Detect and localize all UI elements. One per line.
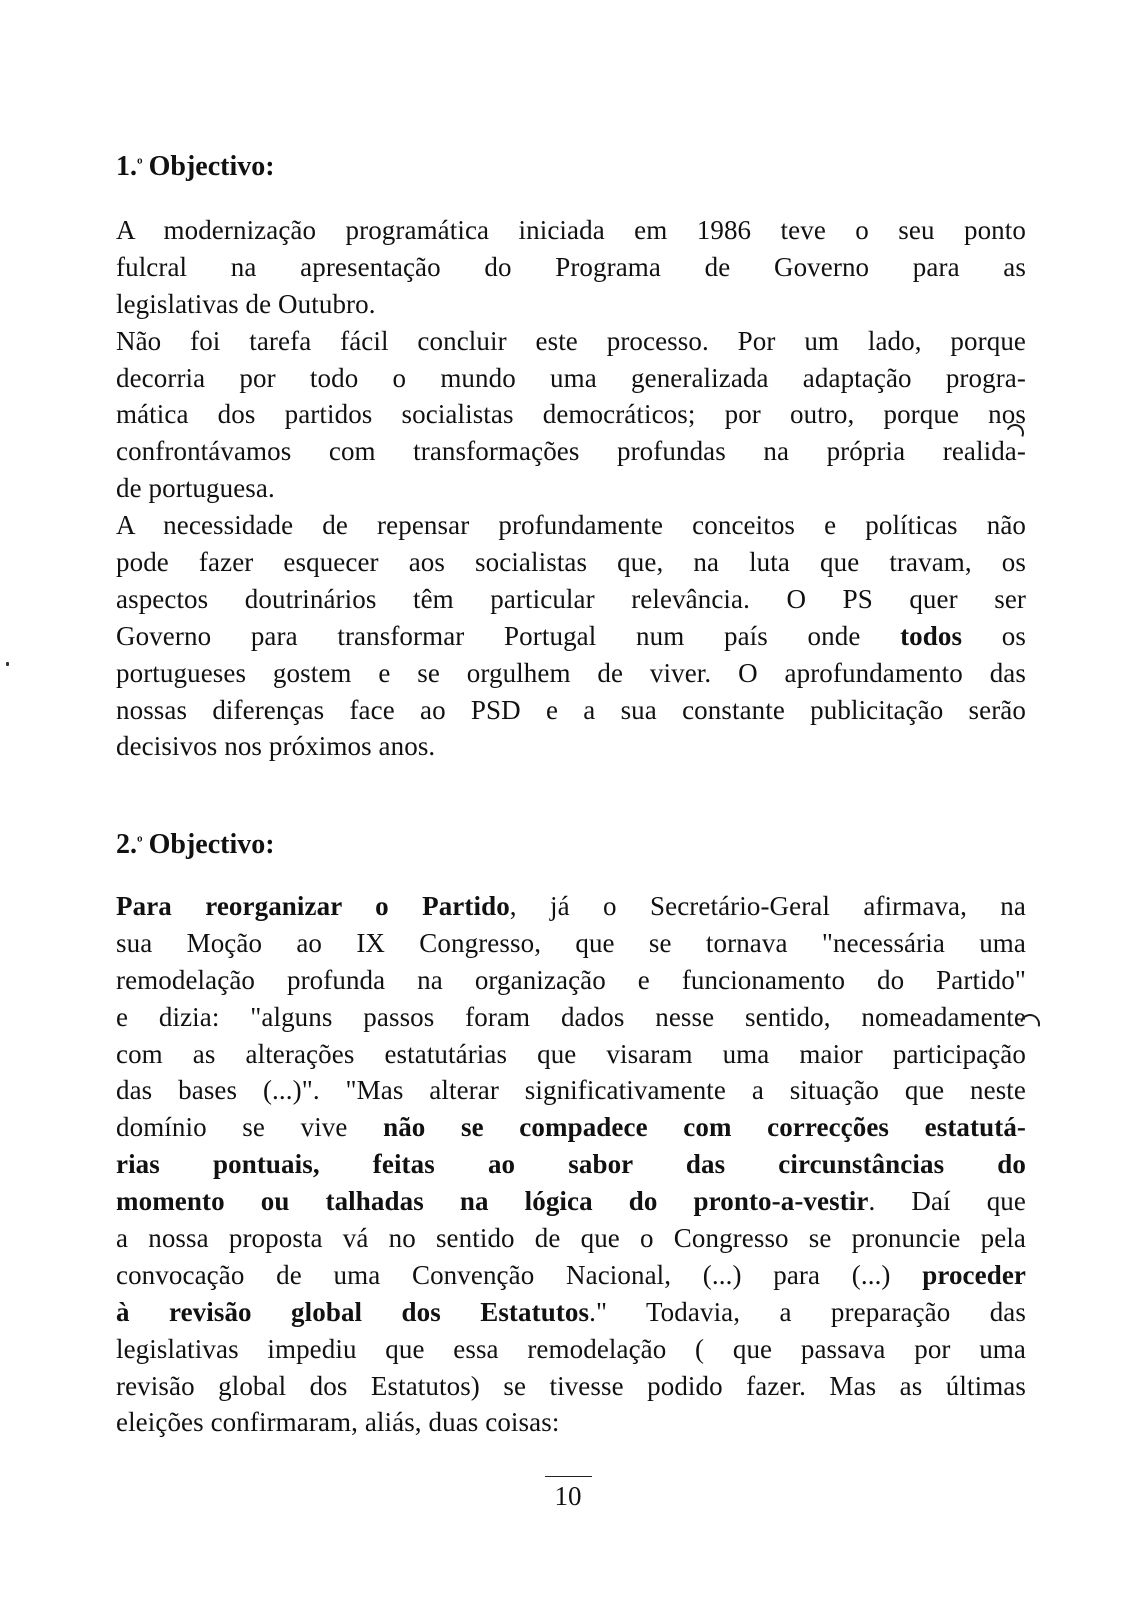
body-line: fulcral na apresentação do Programa de Governo para as [116, 251, 1026, 282]
body-line: aspectos doutrinários têm particular relevância. O PS quer ser [116, 583, 1026, 614]
scan-speck-icon [6, 662, 9, 666]
body-line: sua Moção ao IX Congresso, que se tornava "necessária uma [116, 927, 1026, 958]
body-line: e dizia: "alguns passos foram dados nesse sentido, nomeadamente [116, 1001, 1026, 1032]
emphasis-text: Para reorganizar o Partido [116, 891, 510, 921]
body-text: ." Todavia, a preparação das [589, 1296, 1026, 1327]
body-line: revisão global dos Estatutos) se tivesse podido fazer. Mas as últimas [116, 1370, 1026, 1401]
body-text: domínio se vive [116, 1112, 348, 1143]
body-text: . Daí que [868, 1186, 1026, 1217]
page-number [0, 1476, 1136, 1511]
body-line: decorria por todo o mundo uma generalizada adaptação progra- [116, 362, 1026, 393]
body-line [116, 618, 1026, 655]
body-line: das bases (...)". "Mas alterar significativamente a situação que neste [116, 1075, 1026, 1106]
emphasis-text: momento ou talhadas na lógica do pronto-a-vestir [116, 1186, 869, 1217]
emphasis-text: todos [900, 620, 963, 651]
section-2-heading-title: Objectivo: [148, 829, 275, 860]
body-line: Não foi tarefa fácil concluir este processo. Por um lado, porque [116, 325, 1026, 356]
body-line: com as alterações estatutárias que visaram uma maior participação [116, 1038, 1026, 1069]
body-line: remodelação profunda na organização e funcionamento do Partido" [116, 964, 1026, 995]
body-line [116, 1146, 1026, 1183]
section-1-heading-title: Objectivo: [148, 151, 275, 182]
body-text: Governo para transformar Portugal num país onde [116, 620, 861, 651]
emphasis-text: à revisão global dos Estatutos [116, 1296, 590, 1327]
body-line: nossas diferenças face ao PSD e a sua constante publicitação serão [116, 694, 1026, 725]
body-line: A necessidade de repensar profundamente conceitos e políticas não [116, 510, 1026, 541]
body-line [116, 1183, 1026, 1220]
body-line: mática dos partidos socialistas democráticos; por outro, porque nos [116, 399, 1026, 430]
body-line: de portuguesa. [116, 473, 275, 504]
body-line: eleições confirmaram, aliás, duas coisas: [116, 1407, 560, 1438]
section-2-heading [116, 828, 275, 862]
emphasis-text: proceder [922, 1259, 1026, 1290]
section-2-body [116, 888, 1026, 1441]
section-1-heading-number: 1. [116, 151, 137, 182]
body-line [116, 1109, 1026, 1146]
body-text: os [1001, 620, 1026, 651]
section-2-heading-ordinal: º [137, 833, 143, 852]
page-number-text: 10 [545, 1476, 592, 1511]
body-line [116, 1294, 1026, 1331]
body-line: decisivos nos próximos anos. [116, 731, 436, 762]
body-text: , já o Secretário-Geral afirmava, na [509, 891, 1026, 921]
section-2-heading-number: 2. [116, 829, 137, 860]
body-line: pode fazer esquecer aos socialistas que, na luta que travam, os [116, 547, 1026, 578]
body-line: a nossa proposta vá no sentido de que o Congresso se pronuncie pela [116, 1223, 1026, 1254]
body-line [116, 888, 1026, 925]
body-line: legislativas de Outubro. [116, 288, 376, 319]
section-1-body [116, 212, 1026, 765]
section-1-heading [116, 150, 275, 184]
section-1-heading-ordinal: º [137, 155, 143, 174]
body-line: confrontávamos com transformações profundas na própria realida- [116, 436, 1026, 467]
emphasis-text: rias pontuais, feitas ao sabor das circunstâncias do [116, 1149, 1026, 1180]
body-line: A modernização programática iniciada em 1986 teve o seu ponto [116, 215, 1026, 245]
body-line: legislativas impediu que essa remodelação ( que passava por uma [116, 1333, 1026, 1364]
emphasis-text: não se compadece com correcções estatutá- [383, 1112, 1027, 1143]
body-line [116, 1257, 1026, 1294]
body-line: portugueses gostem e se orgulhem de viver. O aprofundamento das [116, 657, 1026, 688]
body-text: convocação de uma Convenção Nacional, (...) para (...) [116, 1259, 891, 1290]
